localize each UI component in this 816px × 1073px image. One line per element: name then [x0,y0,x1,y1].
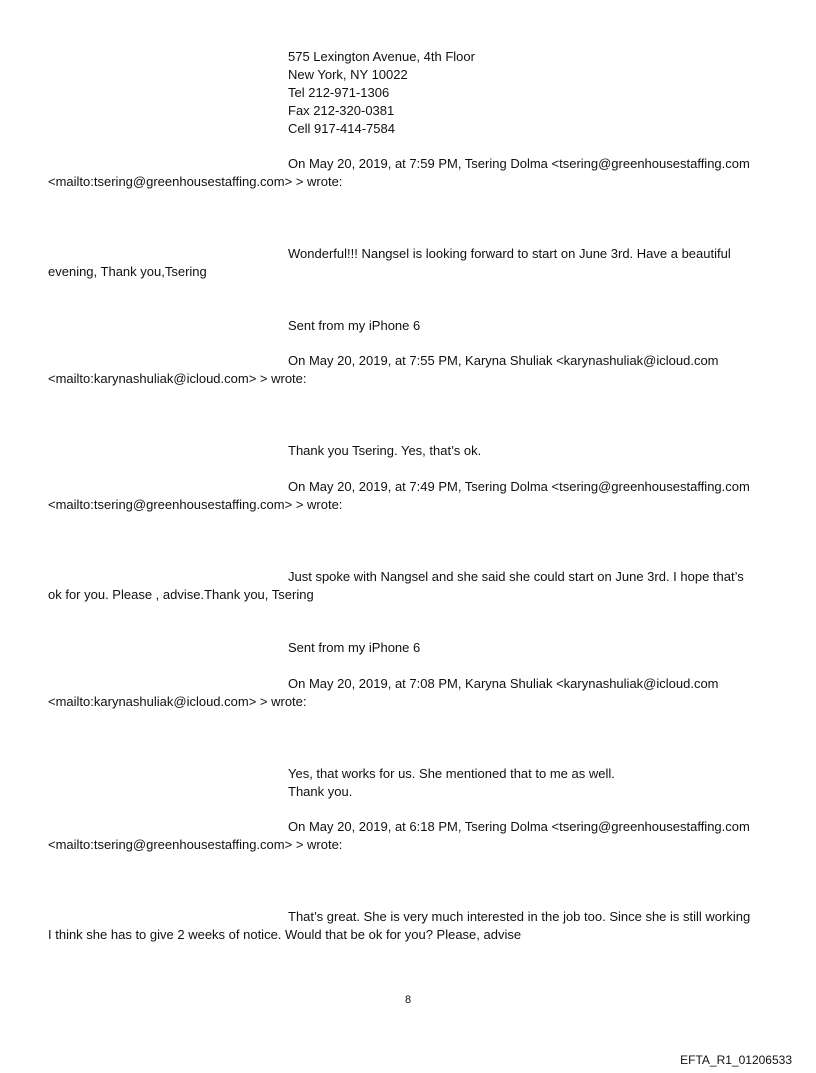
message-body-continued: I think she has to give 2 weeks of notice. Would that be ok for you? Please, advise [48,927,522,942]
signature-tel: Tel 212-971-1306 [288,85,390,100]
signature-address-line1: 575 Lexington Avenue, 4th Floor [288,49,475,64]
message-header: On May 20, 2019, at 6:18 PM, Tsering Dolma <tsering@greenhousestaffing.com [288,819,750,834]
message-body: Just spoke with Nangsel and she said she could start on June 3rd. I hope that’s [288,569,744,584]
sent-from-line: Sent from my iPhone 6 [288,640,421,655]
sent-from-line: Sent from my iPhone 6 [288,318,421,333]
message-body-continued: evening, Thank you,Tsering [48,264,207,279]
signature-address-line2: New York, NY 10022 [288,67,408,82]
message-header: On May 20, 2019, at 7:08 PM, Karyna Shuliak <karynashuliak@icloud.com [288,676,719,691]
message-header-continued: <mailto:karynashuliak@icloud.com> > wrote: [48,371,307,386]
message-header-continued: <mailto:karynashuliak@icloud.com> > wrote: [48,694,307,709]
page-number: 8 [404,994,412,1006]
message-header-continued: <mailto:tsering@greenhousestaffing.com> > wrote: [48,837,343,852]
signature-cell: Cell 917-414-7584 [288,121,395,136]
message-body: Yes, that works for us. She mentioned that to me as well. [288,766,615,781]
message-header: On May 20, 2019, at 7:59 PM, Tsering Dolma <tsering@greenhousestaffing.com [288,156,750,171]
message-header-continued: <mailto:tsering@greenhousestaffing.com> > wrote: [48,497,343,512]
message-header: On May 20, 2019, at 7:49 PM, Tsering Dolma <tsering@greenhousestaffing.com [288,479,750,494]
message-body: Wonderful!!! Nangsel is looking forward to start on June 3rd. Have a beautiful [288,246,731,261]
message-header: On May 20, 2019, at 7:55 PM, Karyna Shuliak <karynashuliak@icloud.com [288,353,719,368]
message-body-continued: Thank you. [288,784,353,799]
document-id: EFTA_R1_01206533 [680,1053,792,1067]
message-header-continued: <mailto:tsering@greenhousestaffing.com> > wrote: [48,174,343,189]
signature-fax: Fax 212-320-0381 [288,103,395,118]
message-body-continued: ok for you. Please , advise.Thank you, Tsering [48,587,314,602]
message-body: That’s great. She is very much interested in the job too. Since she is still working [288,909,751,924]
message-body: Thank you Tsering. Yes, that’s ok. [288,443,482,458]
